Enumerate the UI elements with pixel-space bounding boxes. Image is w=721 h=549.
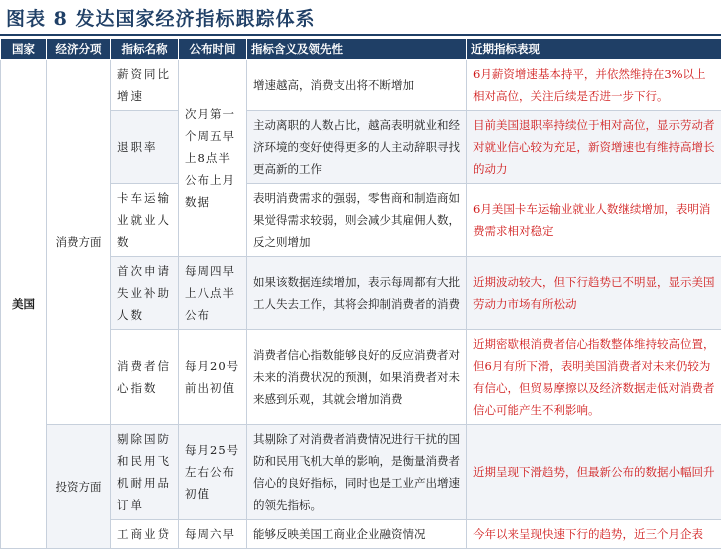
indicator-name: 退职率 (111, 111, 179, 184)
category-cell-investment: 投资方面 (47, 425, 111, 549)
release-time: 每月25号左右公布初值 (179, 425, 247, 520)
table-row (1, 60, 721, 111)
figure-title: 图表 8 发达国家经济指标跟踪体系 (6, 4, 315, 31)
col-header-release-time: 公布时间 (179, 39, 247, 60)
release-time: 每周六早 (179, 520, 247, 549)
indicator-meaning: 主动离职的人数占比，越高表明就业和经济环境的变好使得更多的人主动辞职寻找更高新的工作 (247, 111, 467, 184)
col-header-indicator: 指标名称 (111, 39, 179, 60)
indicator-meaning: 表明消费需求的强弱，零售商和制造商如果觉得需求较弱，则会减少其雇佣人数，反之则增加 (247, 184, 467, 257)
indicator-performance: 6月美国卡车运输业就业人数继续增加，表明消费需求相对稳定 (467, 184, 721, 257)
indicator-name: 薪资同比增速 (111, 60, 179, 111)
col-header-country: 国家 (1, 39, 47, 60)
indicator-performance: 近期密歇根消费者信心指数整体维持较高位置，但6月有所下滑，表明美国消费者对未来仍较为有信心，但贸易摩擦以及经济数据走低对消费者信心可能产生不利影响。 (467, 330, 721, 425)
indicator-performance: 近期呈现下滑趋势，但最新公布的数据小幅回升 (467, 425, 721, 520)
release-time: 次月第一个周五早上8点半公布上月数据 (179, 60, 247, 257)
release-time: 每月20号前出初值 (179, 330, 247, 425)
indicator-name: 消费者信心指数 (111, 330, 179, 425)
table-row (1, 425, 721, 520)
indicator-meaning: 其剔除了对消费者消费情况进行干扰的国防和民用飞机大单的影响，是衡量消费者信心的良好指标，同时也是工业产出增速的领先指标。 (247, 425, 467, 520)
indicator-meaning: 能够反映美国工商业企业融资情况 (247, 520, 467, 549)
indicator-name: 首次申请失业补助人数 (111, 257, 179, 330)
indicator-meaning: 增速越高，消费支出将不断增加 (247, 60, 467, 111)
category-cell-consumption: 消费方面 (47, 60, 111, 425)
indicator-name: 工商业贷 (111, 520, 179, 549)
col-header-meaning: 指标含义及领先性 (247, 39, 467, 60)
col-header-performance: 近期指标表现 (467, 39, 721, 60)
col-header-category: 经济分项 (47, 39, 111, 60)
header-row (1, 39, 721, 60)
indicator-meaning: 消费者信心指数能够良好的反应消费者对未来的消费状况的预测，如果消费者对未来感到乐观，其就会增加消费 (247, 330, 467, 425)
indicator-meaning: 如果该数据连续增加，表示每周都有大批工人失去工作，其将会抑制消费者的消费 (247, 257, 467, 330)
country-cell: 美国 (1, 60, 47, 549)
indicator-performance: 6月薪资增速基本持平，并依然维持在3%以上相对高位，关注后续是否进一步下行。 (467, 60, 721, 111)
indicator-name: 剔除国防和民用飞机耐用品订单 (111, 425, 179, 520)
indicator-name: 卡车运输业就业人数 (111, 184, 179, 257)
figure-title-bar (0, 0, 721, 36)
release-time: 每周四早上八点半公布 (179, 257, 247, 330)
indicator-performance: 近期波动较大，但下行趋势已不明显，显示美国劳动力市场有所松动 (467, 257, 721, 330)
indicator-table (0, 38, 721, 549)
indicator-performance: 目前美国退职率持续位于相对高位，显示劳动者对就业信心较为充足，新资增速也有维持高增长的动力 (467, 111, 721, 184)
indicator-performance: 今年以来呈现快速下行的趋势，近三个月企表 (467, 520, 721, 549)
